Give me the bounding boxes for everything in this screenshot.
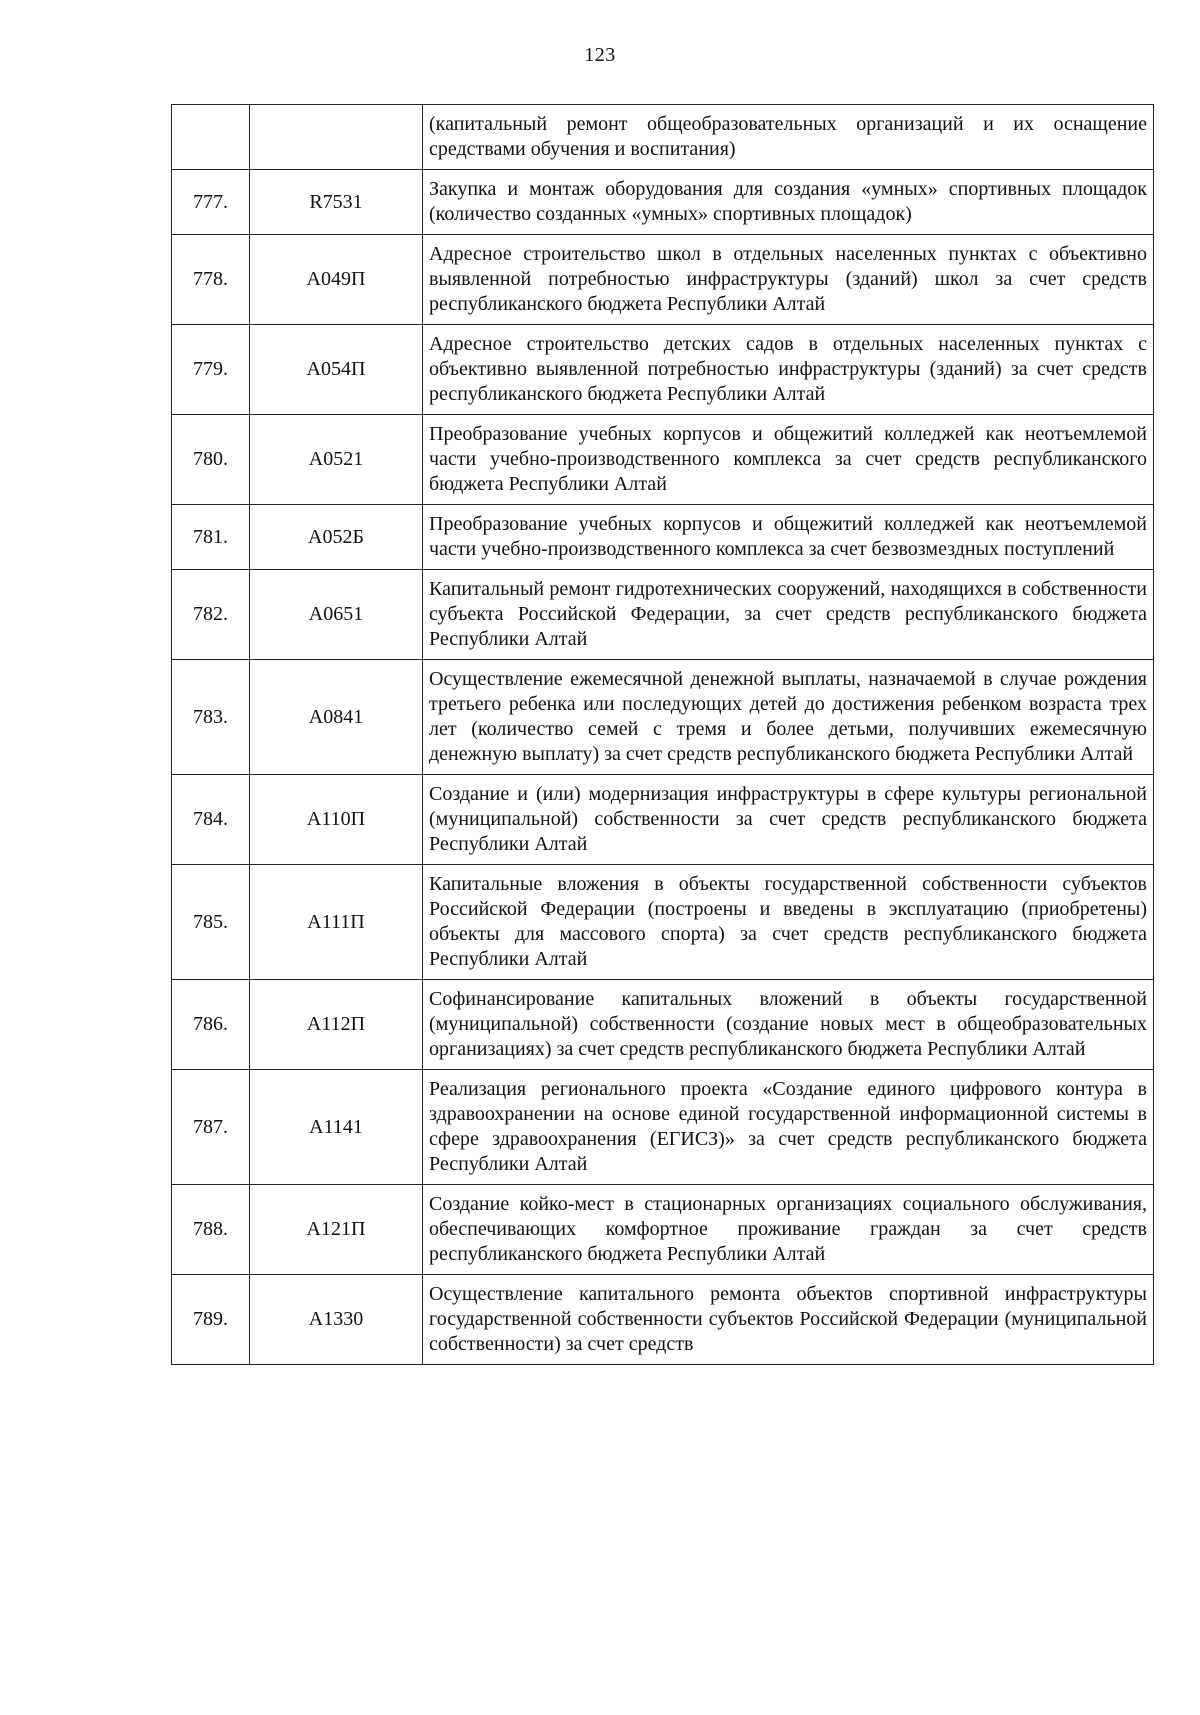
row-code: А049П xyxy=(250,235,423,325)
table-row xyxy=(172,1070,1154,1185)
row-description: Создание и (или) модернизация инфраструктуры в сфере культуры региональной (муниципальной) собственности за счет средств республиканского бюджета Республики Алтай xyxy=(423,775,1154,865)
table-row xyxy=(172,235,1154,325)
row-description: Преобразование учебных корпусов и общежитий колледжей как неотъемлемой части учебно-производственного комплекса за счет безвозмездных поступлений xyxy=(423,505,1154,570)
row-code: А121П xyxy=(250,1185,423,1275)
row-number: 788. xyxy=(172,1185,250,1275)
row-description: Осуществление ежемесячной денежной выплаты, назначаемой в случае рождения третьего ребенка или последующих детей до достижения ребенком возраста трех лет (количество семей с тремя и более детьми, получивших ежемесячную денежную выплату) за счет средств республиканского бюджета Республики Алтай xyxy=(423,660,1154,775)
row-description: Закупка и монтаж оборудования для создания «умных» спортивных площадок (количество созданных «умных» спортивных площадок) xyxy=(423,170,1154,235)
row-number: 783. xyxy=(172,660,250,775)
row-code: А0841 xyxy=(250,660,423,775)
budget-code-table xyxy=(171,104,1154,1365)
table-row xyxy=(172,415,1154,505)
row-code: А1330 xyxy=(250,1275,423,1365)
row-description: Адресное строительство детских садов в отдельных населенных пунктах с объективно выявленной потребностью инфраструктуры (зданий) за счет средств республиканского бюджета Республики Алтай xyxy=(423,325,1154,415)
row-number: 782. xyxy=(172,570,250,660)
row-number xyxy=(172,105,250,170)
table-row xyxy=(172,1185,1154,1275)
row-code: А0521 xyxy=(250,415,423,505)
row-description: Капитальный ремонт гидротехнических сооружений, находящихся в собственности субъекта Российской Федерации, за счет средств республиканского бюджета Республики Алтай xyxy=(423,570,1154,660)
row-description: Софинансирование капитальных вложений в объекты государственной (муниципальной) собственности (создание новых мест в общеобразовательных организациях) за счет средств республиканского бюджета Республики Алтай xyxy=(423,980,1154,1070)
row-code: R7531 xyxy=(250,170,423,235)
row-number: 787. xyxy=(172,1070,250,1185)
row-description: Создание койко-мест в стационарных организациях социального обслуживания, обеспечивающих комфортное проживание граждан за счет средств республиканского бюджета Республики Алтай xyxy=(423,1185,1154,1275)
row-code: А052Б xyxy=(250,505,423,570)
row-code: А110П xyxy=(250,775,423,865)
row-description: Осуществление капитального ремонта объектов спортивной инфраструктуры государственной собственности субъектов Российской Федерации (муниципальной собственности) за счет средств xyxy=(423,1275,1154,1365)
row-number: 777. xyxy=(172,170,250,235)
table-row xyxy=(172,170,1154,235)
row-number: 780. xyxy=(172,415,250,505)
table-row xyxy=(172,105,1154,170)
row-code: А1141 xyxy=(250,1070,423,1185)
table-row xyxy=(172,570,1154,660)
page-number: 123 xyxy=(584,44,616,66)
table-row xyxy=(172,325,1154,415)
row-description: Капитальные вложения в объекты государственной собственности субъектов Российской Федерации (построены и введены в эксплуатацию (приобретены) объекты для массового спорта) за счет средств республиканского бюджета Республики Алтай xyxy=(423,865,1154,980)
row-number: 781. xyxy=(172,505,250,570)
row-code: А054П xyxy=(250,325,423,415)
row-number: 778. xyxy=(172,235,250,325)
table-row xyxy=(172,980,1154,1070)
table-row xyxy=(172,660,1154,775)
row-number: 786. xyxy=(172,980,250,1070)
row-description: (капитальный ремонт общеобразовательных организаций и их оснащение средствами обучения и воспитания) xyxy=(423,105,1154,170)
row-code: А0651 xyxy=(250,570,423,660)
table-row xyxy=(172,1275,1154,1365)
table-row xyxy=(172,775,1154,865)
row-code xyxy=(250,105,423,170)
table-body xyxy=(172,105,1154,1365)
row-number: 789. xyxy=(172,1275,250,1365)
row-description: Преобразование учебных корпусов и общежитий колледжей как неотъемлемой части учебно-производственного комплекса за счет средств республиканского бюджета Республики Алтай xyxy=(423,415,1154,505)
row-description: Адресное строительство школ в отдельных населенных пунктах с объективно выявленной потребностью инфраструктуры (зданий) школ за счет средств республиканского бюджета Республики Алтай xyxy=(423,235,1154,325)
row-number: 785. xyxy=(172,865,250,980)
row-description: Реализация регионального проекта «Создание единого цифрового контура в здравоохранении на основе единой государственной информационной системы в сфере здравоохранения (ЕГИСЗ)» за счет средств республиканского бюджета Республики Алтай xyxy=(423,1070,1154,1185)
row-number: 779. xyxy=(172,325,250,415)
row-number: 784. xyxy=(172,775,250,865)
table-row xyxy=(172,865,1154,980)
table-row xyxy=(172,505,1154,570)
row-code: А112П xyxy=(250,980,423,1070)
row-code: А111П xyxy=(250,865,423,980)
